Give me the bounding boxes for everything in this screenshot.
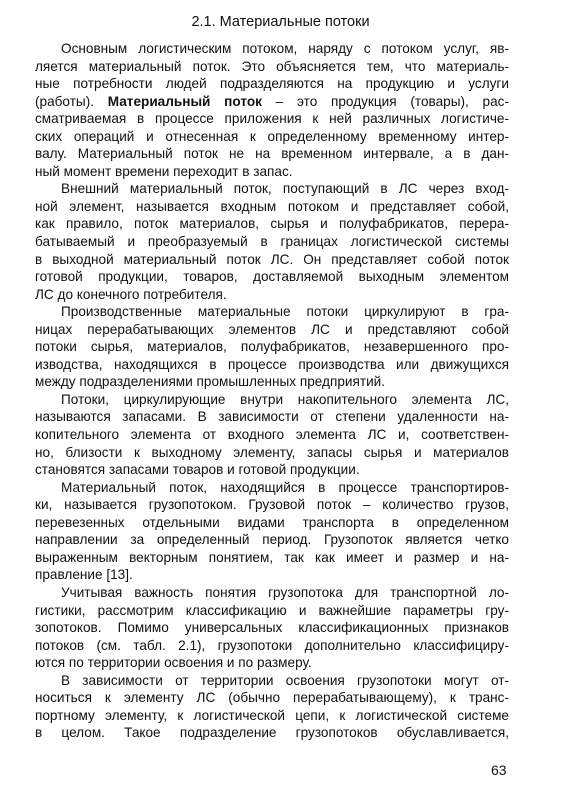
text-line <box>35 145 509 163</box>
line-text: называются запасами. В зависимости от степени удаленности на- <box>35 409 509 425</box>
line-text: Учитывая важность понятия грузопотока для транспортной ло- <box>61 584 509 600</box>
line-text: выраженным векторным понятием, так как имеет и размер и на- <box>35 549 509 565</box>
line-text: в целом. Такое подразделение грузопотоков обуславливается, <box>35 725 509 741</box>
text-line <box>35 373 509 391</box>
line-text: потоков (см. табл. 2.1), грузопотоки дополнительно классифициру- <box>35 637 509 653</box>
line-text: Производственные материальные потоки циркулируют в гра- <box>61 304 509 320</box>
text-line <box>35 251 509 269</box>
line-text: правление [13]. <box>35 567 133 583</box>
text-line <box>35 619 509 637</box>
text-line <box>35 602 509 620</box>
text-line <box>35 461 509 479</box>
text-line <box>35 637 509 655</box>
line-text: ются по территории освоения и по размеру. <box>35 655 312 671</box>
text-line <box>61 584 509 602</box>
line-text: Основным логистическим потоком, наряду с потоком услуг, яв- <box>61 41 509 56</box>
line-text: становятся запасами товаров и готовой продукции. <box>35 462 360 478</box>
text-line <box>35 496 509 514</box>
text-line <box>35 654 509 672</box>
line-text: Потоки, циркулирующие внутри накопительного элемента ЛС, <box>61 391 509 407</box>
line-text: ницах перерабатывающих элементов ЛС и представляют собой <box>35 321 509 337</box>
text-line <box>35 444 509 462</box>
line-text: между подразделениями промышленных предприятий. <box>35 374 386 390</box>
line-text: Внешний материальный поток, поступающий в ЛС через вход- <box>61 181 509 197</box>
text-line <box>35 566 509 584</box>
line-text: ки, называется грузопотоком. Грузовой поток – количество грузов, <box>35 497 509 513</box>
line-text: изводства, находящихся в процессе производства или движущихся <box>35 356 509 372</box>
paragraph <box>35 391 509 479</box>
line-text: в выходной материальный поток ЛС. Он представляет собой поток <box>35 251 509 267</box>
text-line <box>35 707 509 725</box>
line-text: носиться к элементу ЛС (обычно перерабатывающему), к транс- <box>35 690 509 706</box>
line-text: батываемый и преобразуемый в границах логистической системы <box>35 234 509 250</box>
line-text: В зависимости от территории освоения грузопотоки могут от- <box>61 672 509 688</box>
text-line <box>61 303 509 321</box>
text-line <box>35 356 509 374</box>
line-text: готовой продукции, товаров, доставляемой выходным элементом <box>35 269 509 285</box>
line-text: ляется материальный поток. Это объясняется тем, что материаль- <box>35 58 509 74</box>
line-text: валу. Материальный поток не на временном интервале, а в дан- <box>35 146 509 162</box>
text-line <box>61 672 509 690</box>
page-number: 63 <box>491 762 507 778</box>
text-line <box>61 40 509 58</box>
text-line <box>35 215 509 233</box>
text-line <box>35 426 509 444</box>
line-text: перевезенных отдельными видами транспорта в определенном <box>35 514 509 530</box>
line-text: направлении за определенный период. Грузопоток является четко <box>35 532 509 548</box>
line-text: потоки сырья, материалов, полуфабрикатов, незавершенного про- <box>35 339 509 355</box>
text-line <box>35 531 509 549</box>
text-line <box>61 391 509 409</box>
text-line <box>61 479 509 497</box>
line-text: – это продукция (товары), рас- <box>261 93 509 109</box>
line-text: ные потребности людей подразделяются на продукцию и услуги <box>35 76 509 92</box>
line-text: гистики, рассмотрим классификацию и важнейшие параметры гру- <box>35 602 509 618</box>
paragraph <box>35 584 509 672</box>
body-text <box>35 40 509 742</box>
paragraph <box>35 303 509 391</box>
paragraph <box>35 479 509 584</box>
line-text: ной элемент, называется входным потоком и представляет собой, <box>35 198 509 214</box>
line-text: портному элементу, к логистической цепи, к логистической системе <box>35 707 509 723</box>
text-line <box>35 163 509 181</box>
line-text: (работы). <box>35 93 108 109</box>
line-text: Материальный поток, находящийся в процессе транспортиров- <box>61 479 509 495</box>
text-line <box>35 689 509 707</box>
text-line <box>35 286 509 304</box>
text-line <box>35 514 509 532</box>
line-text: сматриваемая в процессе приложения к ней различных логистиче- <box>35 111 509 127</box>
line-text: зопотоков. Помимо универсальных классификационных признаков <box>35 620 509 636</box>
text-line <box>35 93 509 111</box>
section-heading: 2.1. Материальные потоки <box>191 14 370 30</box>
line-text: ЛС до конечного потребителя. <box>35 286 227 302</box>
text-line <box>35 724 509 742</box>
text-line <box>35 338 509 356</box>
line-text: ских операций и отнесенная к определенному временному интер- <box>35 128 509 144</box>
text-line <box>35 58 509 76</box>
paragraph <box>35 180 509 303</box>
paragraph <box>35 40 509 180</box>
line-text: как правило, поток материалов, сырья и полуфабрикатов, перера- <box>35 216 509 232</box>
paragraph <box>35 672 509 742</box>
text-line <box>35 128 509 146</box>
text-line <box>35 198 509 216</box>
line-text: но, близости к выходному элементу, запасы сырья и материалов <box>35 444 509 460</box>
bold-term: Материальный поток <box>107 93 262 109</box>
text-line <box>35 110 509 128</box>
text-line <box>35 408 509 426</box>
line-text: ный момент времени переходит в запас. <box>35 163 293 179</box>
text-line <box>35 268 509 286</box>
text-line <box>35 321 509 339</box>
line-text: копительного элемента от входного элемента ЛС и, соответствен- <box>35 427 509 443</box>
text-line <box>35 233 509 251</box>
text-line <box>35 75 509 93</box>
text-line <box>61 180 509 198</box>
text-line <box>35 549 509 567</box>
